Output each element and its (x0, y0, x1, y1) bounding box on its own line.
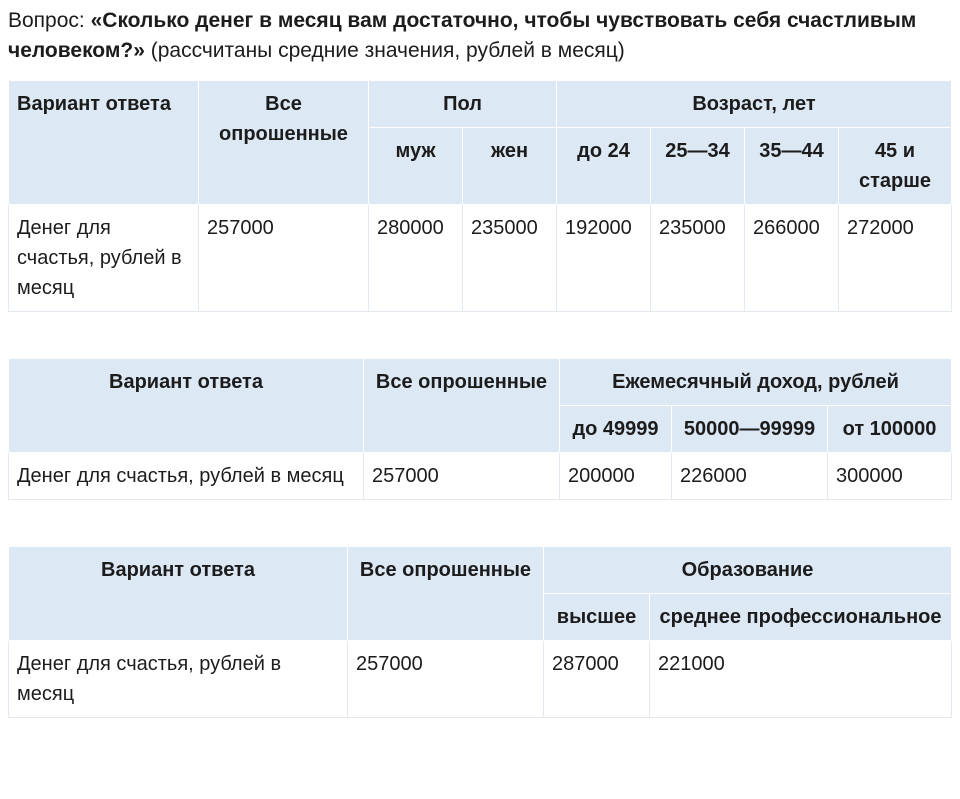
row-label: Денег для счастья, рублей в месяц (9, 205, 199, 312)
table-header-row (9, 547, 952, 594)
table-by-education (8, 546, 952, 718)
header-answer: Вариант ответа (9, 547, 348, 641)
header-age-3: 35—44 (745, 128, 839, 205)
table-header-row (9, 359, 952, 406)
header-answer: Вариант ответа (9, 81, 199, 205)
table-row (9, 205, 952, 312)
question-bold: «Сколько денег в месяц вам достаточно, чтобы чувствовать себя счастливым человеком?» (8, 9, 917, 62)
cell-age-3: 266000 (745, 205, 839, 312)
cell-income-1: 200000 (560, 453, 672, 500)
table-row (9, 641, 952, 718)
cell-all: 257000 (348, 641, 544, 718)
header-age-1: до 24 (557, 128, 651, 205)
cell-income-3: 300000 (828, 453, 952, 500)
header-all: Все опрошенные (348, 547, 544, 641)
question-text (8, 6, 950, 66)
header-income-1: до 49999 (560, 406, 672, 453)
header-age-2: 25—34 (651, 128, 745, 205)
header-group-age: Возраст, лет (557, 81, 952, 128)
header-male: муж (369, 128, 463, 205)
table-by-income (8, 358, 952, 500)
header-group-sex: Пол (369, 81, 557, 128)
header-answer: Вариант ответа (9, 359, 364, 453)
cell-all: 257000 (199, 205, 369, 312)
table-by-age-sex (8, 80, 952, 312)
cell-age-2: 235000 (651, 205, 745, 312)
cell-age-1: 192000 (557, 205, 651, 312)
header-education-1: высшее (544, 594, 650, 641)
question-suffix: (рассчитаны средние значения, рублей в месяц) (144, 39, 625, 62)
cell-income-2: 226000 (672, 453, 828, 500)
cell-female: 235000 (463, 205, 557, 312)
question-prefix: Вопрос: (8, 9, 91, 32)
row-label: Денег для счастья, рублей в месяц (9, 641, 348, 718)
header-group-education: Образование (544, 547, 952, 594)
cell-all: 257000 (364, 453, 560, 500)
header-age-4: 45 и старше (839, 128, 952, 205)
header-all: Все опрошенные (364, 359, 560, 453)
header-female: жен (463, 128, 557, 205)
header-group-income: Ежемесячный доход, рублей (560, 359, 952, 406)
header-education-2: среднее профессиональное (650, 594, 952, 641)
cell-education-2: 221000 (650, 641, 952, 718)
header-all: Все опрошенные (199, 81, 369, 205)
table-row (9, 453, 952, 500)
header-income-2: 50000—99999 (672, 406, 828, 453)
header-income-3: от 100000 (828, 406, 952, 453)
row-label: Денег для счастья, рублей в месяц (9, 453, 364, 500)
cell-education-1: 287000 (544, 641, 650, 718)
cell-age-4: 272000 (839, 205, 952, 312)
table-header-row (9, 81, 952, 128)
cell-male: 280000 (369, 205, 463, 312)
